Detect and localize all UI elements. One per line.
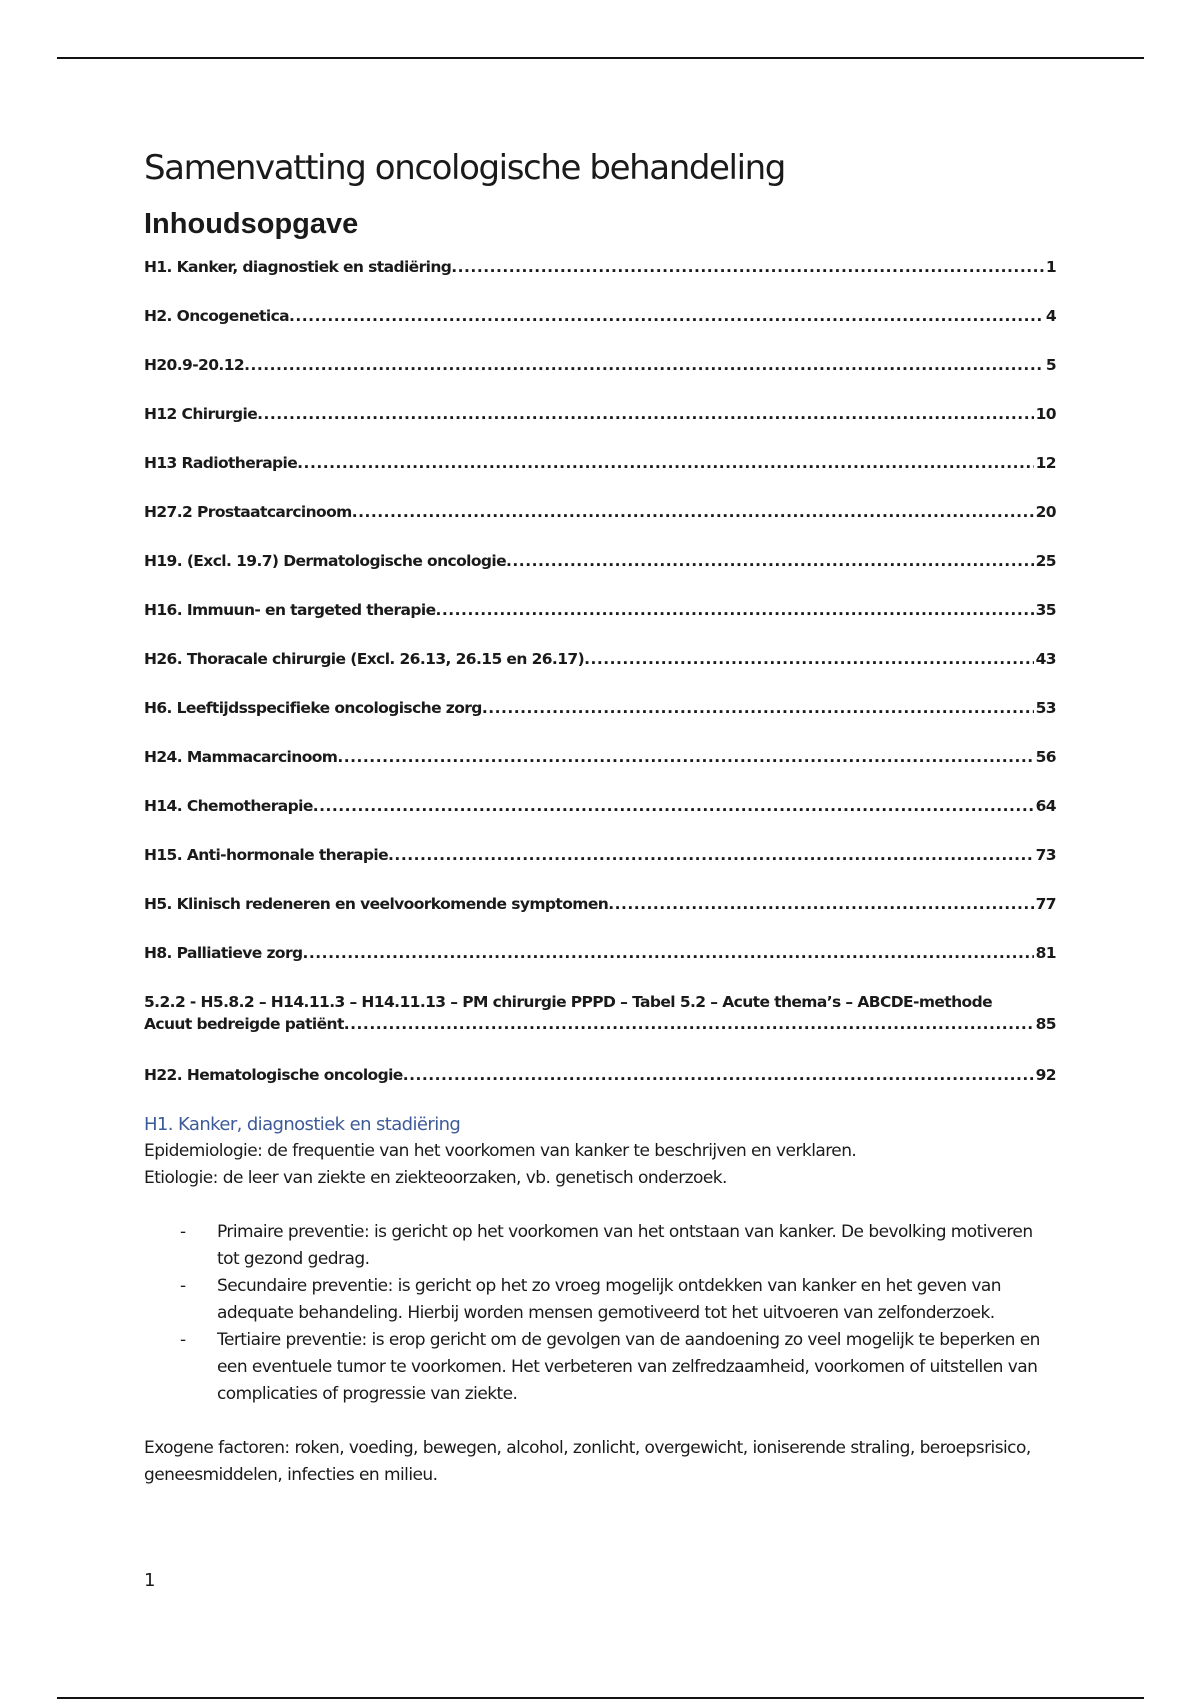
header-rule <box>57 57 1144 59</box>
toc-entry[interactable] <box>144 844 1056 893</box>
toc-entry-page: 43 <box>1035 650 1056 668</box>
toc-entry-line2 <box>144 1013 1056 1035</box>
toc-entry-page: 5 <box>1045 356 1056 374</box>
list-item-text: Secundaire preventie: is gericht op het zo vroeg mogelijk ontdekken van kanker en het geven van adequate behandeling. Hierbij worden mensen gemotiveerd tot het uitvoeren van zelfonderzoek. <box>217 1276 1002 1323</box>
toc-entry[interactable] <box>144 550 1056 599</box>
toc-leader <box>344 1013 1034 1035</box>
toc-leader <box>352 501 1034 523</box>
toc-entry-title: H16. Immuun- en targeted therapie <box>144 601 436 619</box>
paragraph-epidemiology: Epidemiologie: de frequentie van het voorkomen van kanker te beschrijven en verklaren. <box>144 1141 857 1161</box>
toc-entry-title: H13 Radiotherapie <box>144 454 298 472</box>
toc-entry-page: 81 <box>1035 944 1056 962</box>
toc-entry-page: 4 <box>1045 307 1056 325</box>
toc-entry[interactable] <box>144 648 1056 697</box>
bullet-dash: - <box>180 1222 186 1242</box>
toc-entry-page: 20 <box>1035 503 1056 521</box>
toc-leader <box>436 599 1034 621</box>
toc-leader <box>244 354 1044 376</box>
toc-entry[interactable] <box>144 452 1056 501</box>
bullet-dash: - <box>180 1276 186 1296</box>
toc-leader <box>257 403 1034 425</box>
toc-leader <box>482 697 1034 719</box>
toc-leader <box>297 452 1033 474</box>
toc-entry[interactable] <box>144 697 1056 746</box>
toc-entry-title: H26. Thoracale chirurgie (Excl. 26.13, 26.15 en 26.17) <box>144 650 585 668</box>
toc-entry-page: 12 <box>1035 454 1056 472</box>
toc-leader <box>584 648 1034 670</box>
document-page <box>144 140 1056 1489</box>
toc-entry[interactable] <box>144 256 1056 305</box>
toc-leader <box>388 844 1034 866</box>
toc-heading: Inhoudsopgave <box>144 208 359 240</box>
toc-entry-title: H20.9-20.12 <box>144 356 245 374</box>
toc-leader <box>451 256 1044 278</box>
page-number: 1 <box>144 1570 156 1591</box>
toc-entry-page: 56 <box>1035 748 1056 766</box>
toc-entry-title: H5. Klinisch redeneren en veelvoorkomende symptomen <box>144 895 609 913</box>
toc-entry-page: 92 <box>1035 1066 1056 1084</box>
toc-entry-title: H12 Chirurgie <box>144 405 258 423</box>
toc-entry-page: 35 <box>1035 601 1056 619</box>
toc-leader <box>608 893 1033 915</box>
list-item <box>144 1327 1056 1408</box>
prevention-list <box>144 1219 1056 1408</box>
toc-leader <box>313 795 1034 817</box>
toc-leader <box>289 305 1044 327</box>
list-item-text: Primaire preventie: is gericht op het voorkomen van het ontstaan van kanker. De bevolking motiveren tot gezond gedrag. <box>217 1222 1033 1269</box>
list-item <box>144 1219 1056 1273</box>
toc-leader <box>403 1064 1034 1086</box>
list-item-text: Tertiaire preventie: is erop gericht om de gevolgen van de aandoening zo veel mogelijk te beperken en een eventuele tumor te voorkomen. Het verbeteren van zelfredzaamheid, voorkomen of uitstellen van complicaties of progressie van ziekte. <box>217 1330 1040 1404</box>
toc-entry-title: H22. Hematologische oncologie <box>144 1066 403 1084</box>
toc-entry[interactable] <box>144 746 1056 795</box>
toc-entry-page: 53 <box>1035 699 1056 717</box>
toc-entry[interactable] <box>144 795 1056 844</box>
bullet-dash: - <box>180 1330 186 1350</box>
toc-entry-page: 77 <box>1035 895 1056 913</box>
list-item <box>144 1273 1056 1327</box>
paragraph-etiology: Etiologie: de leer van ziekte en ziekteoorzaken, vb. genetisch onderzoek. <box>144 1168 727 1188</box>
table-of-contents <box>144 256 1056 1113</box>
toc-entry[interactable] <box>144 354 1056 403</box>
toc-entry-title-line2: Acuut bedreigde patiënt <box>144 1015 344 1033</box>
toc-entry-title: H2. Oncogenetica <box>144 307 290 325</box>
toc-entry-page: 10 <box>1035 405 1056 423</box>
toc-entry[interactable] <box>144 403 1056 452</box>
toc-entry[interactable] <box>144 893 1056 942</box>
toc-entry[interactable] <box>144 599 1056 648</box>
toc-entry-page: 1 <box>1045 258 1056 276</box>
toc-entry-title: H24. Mammacarcinoom <box>144 748 338 766</box>
toc-entry[interactable] <box>144 305 1056 354</box>
toc-entry[interactable] <box>144 501 1056 550</box>
toc-entry-title: H8. Palliatieve zorg <box>144 944 303 962</box>
toc-leader <box>303 942 1034 964</box>
toc-entry-title: H14. Chemotherapie <box>144 797 313 815</box>
paragraph-exogenous-factors: Exogene factoren: roken, voeding, bewegen, alcohol, zonlicht, overgewicht, ioniserende straling, beroepsrisico, geneesmiddelen, infecties en milieu. <box>144 1438 1031 1485</box>
toc-entry-title: H15. Anti-hormonale therapie <box>144 846 389 864</box>
section-heading: H1. Kanker, diagnostiek en stadiëring <box>144 1114 461 1135</box>
toc-entry-title-line1: 5.2.2 - H5.8.2 – H14.11.3 – H14.11.13 – PM chirurgie PPPD – Tabel 5.2 – Acute thema’s – ABCDE-methode <box>144 993 993 1011</box>
toc-entry-page: 64 <box>1035 797 1056 815</box>
footer-rule <box>57 1697 1144 1699</box>
toc-leader <box>337 746 1033 768</box>
toc-entry-title: H27.2 Prostaatcarcinoom <box>144 503 352 521</box>
toc-entry-multiline[interactable] <box>144 991 1056 1064</box>
toc-entry-title: H19. (Excl. 19.7) Dermatologische oncologie <box>144 552 507 570</box>
toc-entry-title: H1. Kanker, diagnostiek en stadiëring <box>144 258 452 276</box>
toc-entry-title: H6. Leeftijdsspecifieke oncologische zorg <box>144 699 482 717</box>
toc-entry-page: 85 <box>1035 1015 1056 1033</box>
toc-entry[interactable] <box>144 1064 1056 1113</box>
toc-leader <box>506 550 1034 572</box>
toc-entry-page: 73 <box>1035 846 1056 864</box>
document-title: Samenvatting oncologische behandeling <box>144 148 785 188</box>
toc-entry[interactable] <box>144 942 1056 991</box>
toc-entry-page: 25 <box>1035 552 1056 570</box>
